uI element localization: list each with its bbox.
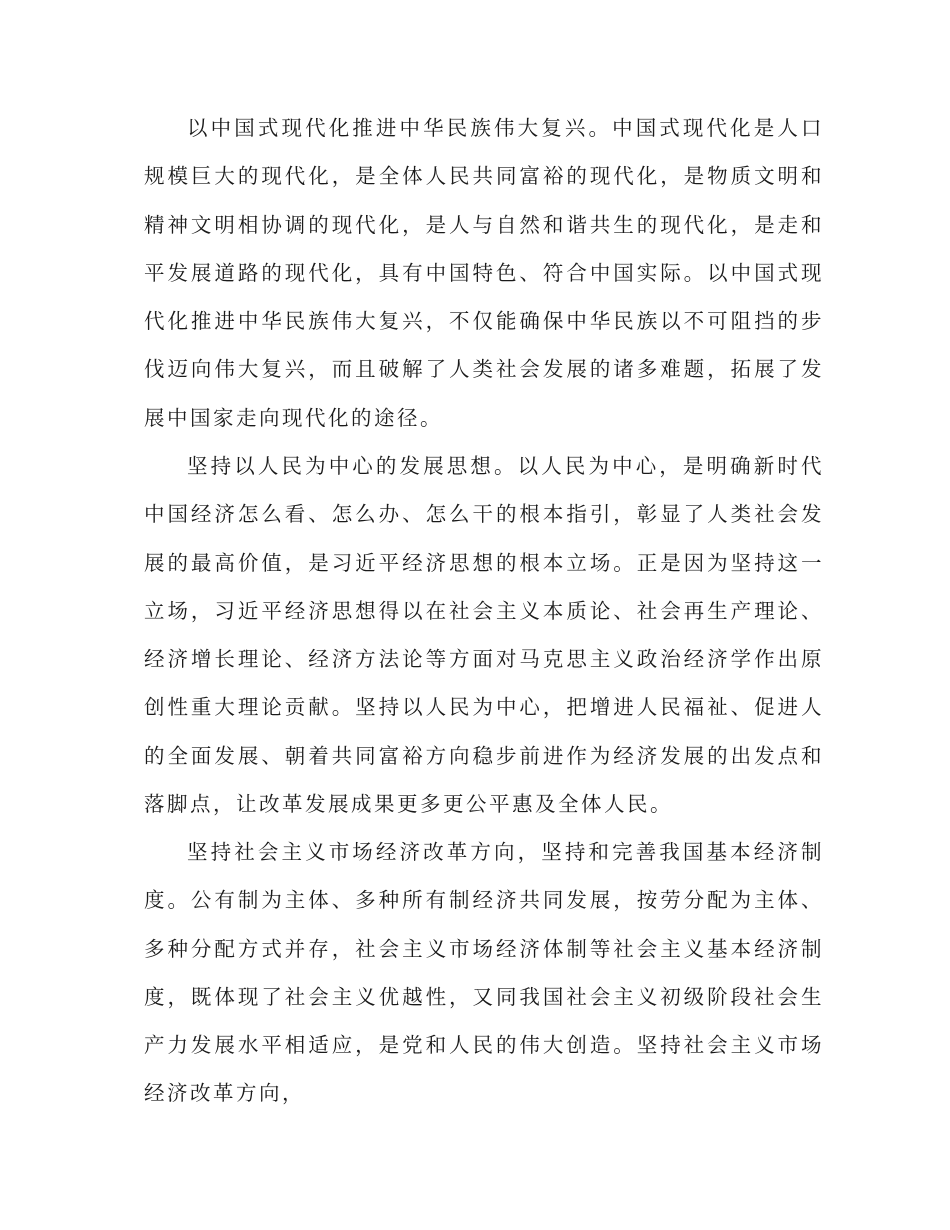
paragraph-market-economy: 坚持社会主义市场经济改革方向，坚持和完善我国基本经济制度。公有制为主体、多种所有制经济共同发展，按劳分配为主体、多种分配方式并存，社会主义市场经济体制等社会主义基本经济制度，既体现了社会主义优越性，又同我国社会主义初级阶段社会生产力发展水平相适应，是党和人民的伟大创造。坚持社会主义市场经济改革方向，	[144, 840, 824, 1106]
paragraph-people-centered: 坚持以人民为中心的发展思想。以人民为中心，是明确新时代中国经济怎么看、怎么办、怎么干的根本指引，彰显了人类社会发展的最高价值，是习近平经济思想的根本立场。正是因为坚持这一立场，习近平经济思想得以在社会主义本质论、社会再生产理论、经济增长理论、经济方法论等方面对马克思主义政治经济学作出原创性重大理论贡献。坚持以人民为中心，把增进人民福祉、促进人的全面发展、朝着共同富裕方向稳步前进作为经济发展的出发点和落脚点，让改革发展成果更多更公平惠及全体人民。	[144, 454, 824, 817]
paragraph-modernization: 以中国式现代化推进中华民族伟大复兴。中国式现代化是人口规模巨大的现代化，是全体人民共同富裕的现代化，是物质文明和精神文明相协调的现代化，是人与自然和谐共生的现代化，是走和平发展道路的现代化，具有中国特色、符合中国实际。以中国式现代化推进中华民族伟大复兴，不仅能确保中华民族以不可阻挡的步伐迈向伟大复兴，而且破解了人类社会发展的诸多难题，拓展了发展中国家走向现代化的途径。	[144, 116, 824, 430]
